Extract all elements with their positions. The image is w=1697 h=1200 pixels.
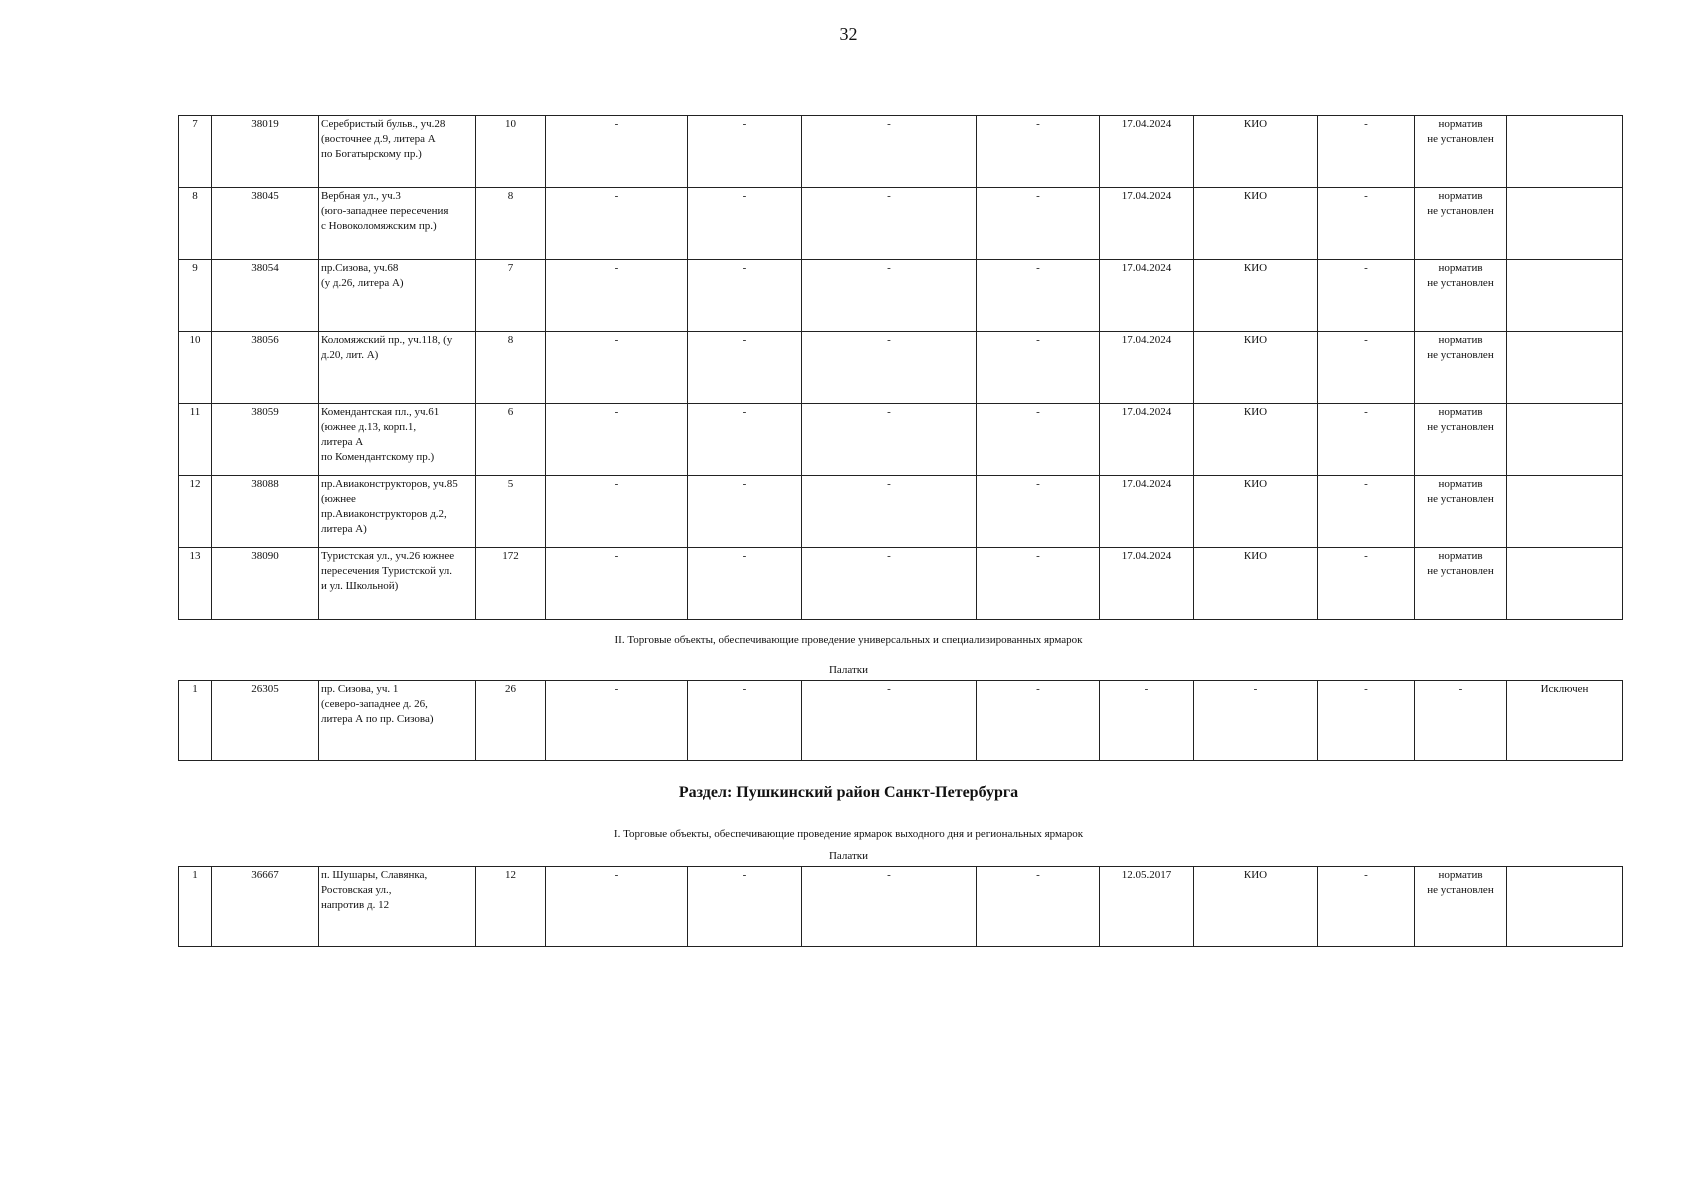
address-cell: Комендантская пл., уч.61 (южнее д.13, корп.1, литера А по Комендантскому пр.) bbox=[319, 404, 476, 476]
col-11-cell: - bbox=[1318, 681, 1415, 761]
date-cell: - bbox=[1100, 681, 1194, 761]
organization-cell: КИО bbox=[1194, 188, 1318, 260]
date-cell: 17.04.2024 bbox=[1100, 188, 1194, 260]
col-7-cell: - bbox=[802, 116, 977, 188]
col-5-cell: - bbox=[546, 332, 688, 404]
col-6-cell: - bbox=[688, 548, 802, 620]
address-cell: пр.Авиаконструкторов, уч.85 (южнее пр.Авиаконструкторов д.2, литера А) bbox=[319, 476, 476, 548]
object-id-cell: 38054 bbox=[212, 260, 319, 332]
row-number-cell: 10 bbox=[179, 332, 212, 404]
area-cell: 12 bbox=[476, 867, 546, 947]
table-row bbox=[179, 188, 1623, 260]
address-cell: Серебристый бульв., уч.28 (восточнее д.9, литера А по Богатырскому пр.) bbox=[319, 116, 476, 188]
col-8-cell: - bbox=[977, 188, 1100, 260]
table-row bbox=[179, 260, 1623, 332]
object-id-cell: 26305 bbox=[212, 681, 319, 761]
section-i-caption: I. Торговые объекты, обеспечивающие проведение ярмарок выходного дня и региональных ярмарок bbox=[613, 828, 1084, 840]
area-cell: 10 bbox=[476, 116, 546, 188]
col-5-cell: - bbox=[546, 116, 688, 188]
norm-cell: норматив не установлен bbox=[1415, 116, 1507, 188]
norm-cell: норматив не установлен bbox=[1415, 332, 1507, 404]
col-5-cell: - bbox=[546, 867, 688, 947]
table-row bbox=[179, 548, 1623, 620]
object-id-cell: 38045 bbox=[212, 188, 319, 260]
col-7-cell: - bbox=[802, 476, 977, 548]
col-8-cell: - bbox=[977, 681, 1100, 761]
address-cell: пр. Сизова, уч. 1 (северо-западнее д. 26, литера А по пр. Сизова) bbox=[319, 681, 476, 761]
row-number-cell: 7 bbox=[179, 116, 212, 188]
organization-cell: КИО bbox=[1194, 476, 1318, 548]
organization-cell: КИО bbox=[1194, 332, 1318, 404]
col-11-cell: - bbox=[1318, 116, 1415, 188]
object-id-cell: 38056 bbox=[212, 332, 319, 404]
norm-cell: норматив не установлен bbox=[1415, 867, 1507, 947]
col-5-cell: - bbox=[546, 404, 688, 476]
object-id-cell: 38059 bbox=[212, 404, 319, 476]
table-row bbox=[179, 404, 1623, 476]
address-cell: Коломяжский пр., уч.118, (у д.20, лит. А) bbox=[319, 332, 476, 404]
address-cell: п. Шушары, Славянка, Ростовская ул., напротив д. 12 bbox=[319, 867, 476, 947]
objects-table-continued bbox=[178, 115, 1623, 620]
note-cell bbox=[1507, 116, 1623, 188]
col-8-cell: - bbox=[977, 548, 1100, 620]
col-5-cell: - bbox=[546, 188, 688, 260]
date-cell: 12.05.2017 bbox=[1100, 867, 1194, 947]
col-6-cell: - bbox=[688, 476, 802, 548]
table-row bbox=[179, 476, 1623, 548]
col-7-cell: - bbox=[802, 332, 977, 404]
address-cell: пр.Сизова, уч.68 (у д.26, литера А) bbox=[319, 260, 476, 332]
col-7-cell: - bbox=[802, 548, 977, 620]
table-row bbox=[179, 116, 1623, 188]
row-number-cell: 9 bbox=[179, 260, 212, 332]
section-ii-table bbox=[178, 680, 1623, 761]
address-cell: Вербная ул., уч.3 (юго-западнее пересечения с Новоколомяжским пр.) bbox=[319, 188, 476, 260]
table-row bbox=[179, 867, 1623, 947]
note-cell bbox=[1507, 188, 1623, 260]
col-11-cell: - bbox=[1318, 260, 1415, 332]
col-8-cell: - bbox=[977, 867, 1100, 947]
norm-cell: норматив не установлен bbox=[1415, 188, 1507, 260]
note-cell bbox=[1507, 867, 1623, 947]
col-6-cell: - bbox=[688, 332, 802, 404]
col-8-cell: - bbox=[977, 332, 1100, 404]
area-cell: 26 bbox=[476, 681, 546, 761]
organization-cell: КИО bbox=[1194, 404, 1318, 476]
object-id-cell: 36667 bbox=[212, 867, 319, 947]
col-6-cell: - bbox=[688, 681, 802, 761]
row-number-cell: 1 bbox=[179, 681, 212, 761]
col-5-cell: - bbox=[546, 476, 688, 548]
norm-cell: норматив не установлен bbox=[1415, 404, 1507, 476]
norm-cell: норматив не установлен bbox=[1415, 548, 1507, 620]
row-number-cell: 8 bbox=[179, 188, 212, 260]
organization-cell: КИО bbox=[1194, 116, 1318, 188]
col-6-cell: - bbox=[688, 867, 802, 947]
date-cell: 17.04.2024 bbox=[1100, 476, 1194, 548]
col-11-cell: - bbox=[1318, 332, 1415, 404]
date-cell: 17.04.2024 bbox=[1100, 260, 1194, 332]
col-8-cell: - bbox=[977, 404, 1100, 476]
area-cell: 5 bbox=[476, 476, 546, 548]
note-cell bbox=[1507, 332, 1623, 404]
row-number-cell: 11 bbox=[179, 404, 212, 476]
object-id-cell: 38088 bbox=[212, 476, 319, 548]
col-6-cell: - bbox=[688, 260, 802, 332]
date-cell: 17.04.2024 bbox=[1100, 116, 1194, 188]
col-6-cell: - bbox=[688, 188, 802, 260]
district-title: Раздел: Пушкинский район Санкт-Петербурга bbox=[678, 784, 1019, 801]
organization-cell: КИО bbox=[1194, 867, 1318, 947]
section-i-subcaption: Палатки bbox=[828, 850, 869, 862]
date-cell: 17.04.2024 bbox=[1100, 332, 1194, 404]
section-ii-caption: II. Торговые объекты, обеспечивающие проведение универсальных и специализированных ярмарок bbox=[614, 634, 1083, 646]
col-11-cell: - bbox=[1318, 476, 1415, 548]
col-7-cell: - bbox=[802, 404, 977, 476]
norm-cell: - bbox=[1415, 681, 1507, 761]
col-7-cell: - bbox=[802, 188, 977, 260]
address-cell: Туристская ул., уч.26 южнее пересечения Туристской ул. и ул. Школьной) bbox=[319, 548, 476, 620]
area-cell: 172 bbox=[476, 548, 546, 620]
object-id-cell: 38019 bbox=[212, 116, 319, 188]
date-cell: 17.04.2024 bbox=[1100, 404, 1194, 476]
col-5-cell: - bbox=[546, 260, 688, 332]
norm-cell: норматив не установлен bbox=[1415, 260, 1507, 332]
section-ii-subcaption: Палатки bbox=[828, 664, 869, 676]
area-cell: 8 bbox=[476, 332, 546, 404]
col-11-cell: - bbox=[1318, 867, 1415, 947]
col-5-cell: - bbox=[546, 548, 688, 620]
row-number-cell: 13 bbox=[179, 548, 212, 620]
area-cell: 6 bbox=[476, 404, 546, 476]
section-i-table bbox=[178, 866, 1623, 947]
row-number-cell: 1 bbox=[179, 867, 212, 947]
col-5-cell: - bbox=[546, 681, 688, 761]
note-cell bbox=[1507, 548, 1623, 620]
col-7-cell: - bbox=[802, 681, 977, 761]
table-row bbox=[179, 681, 1623, 761]
page-number: 32 bbox=[839, 24, 858, 44]
note-cell bbox=[1507, 476, 1623, 548]
date-cell: 17.04.2024 bbox=[1100, 548, 1194, 620]
area-cell: 8 bbox=[476, 188, 546, 260]
note-cell bbox=[1507, 404, 1623, 476]
col-11-cell: - bbox=[1318, 188, 1415, 260]
col-7-cell: - bbox=[802, 260, 977, 332]
col-6-cell: - bbox=[688, 116, 802, 188]
note-cell bbox=[1507, 260, 1623, 332]
col-8-cell: - bbox=[977, 476, 1100, 548]
col-7-cell: - bbox=[802, 867, 977, 947]
norm-cell: норматив не установлен bbox=[1415, 476, 1507, 548]
col-6-cell: - bbox=[688, 404, 802, 476]
row-number-cell: 12 bbox=[179, 476, 212, 548]
area-cell: 7 bbox=[476, 260, 546, 332]
organization-cell: КИО bbox=[1194, 260, 1318, 332]
col-11-cell: - bbox=[1318, 404, 1415, 476]
table-row bbox=[179, 332, 1623, 404]
object-id-cell: 38090 bbox=[212, 548, 319, 620]
organization-cell: - bbox=[1194, 681, 1318, 761]
note-cell: Исключен bbox=[1507, 681, 1623, 761]
organization-cell: КИО bbox=[1194, 548, 1318, 620]
col-8-cell: - bbox=[977, 116, 1100, 188]
col-8-cell: - bbox=[977, 260, 1100, 332]
col-11-cell: - bbox=[1318, 548, 1415, 620]
